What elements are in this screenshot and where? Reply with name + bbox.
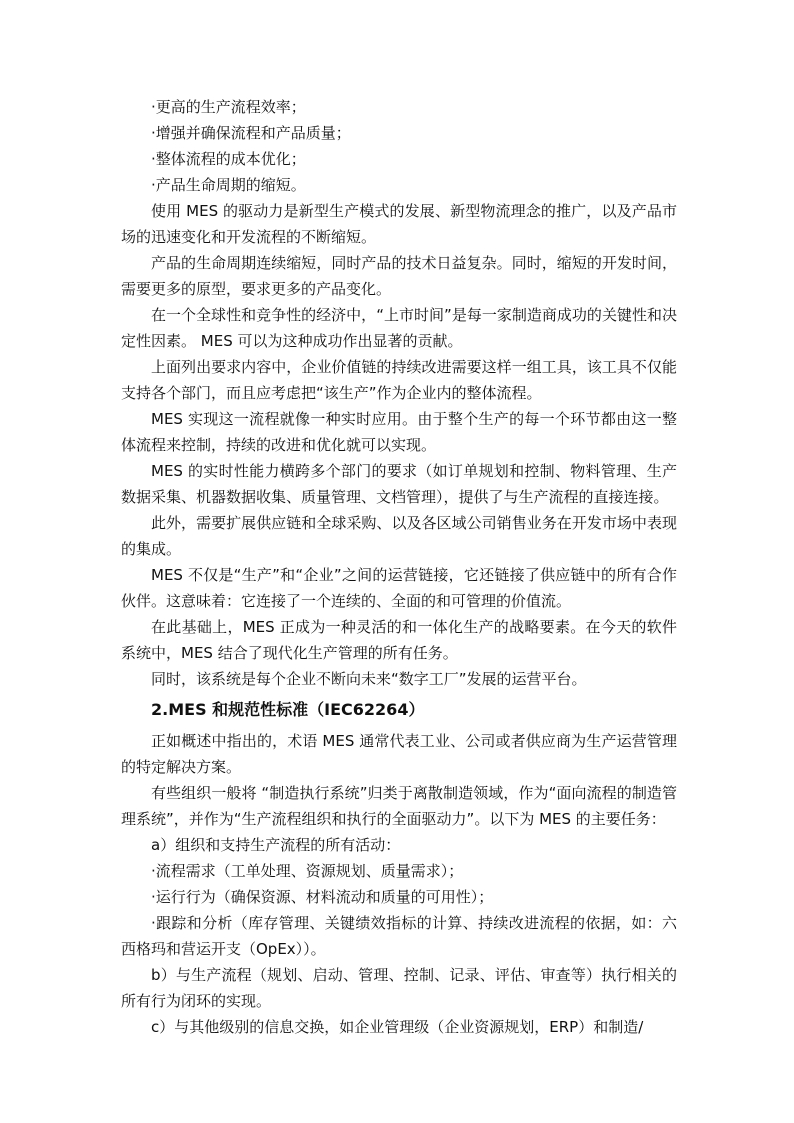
paragraph-overview: 正如概述中指出的，术语 MES 通常代表工业、公司或者供应商为生产运营管理的特定解决方案。	[121, 732, 677, 776]
paragraph-realtime: MES 实现这一流程就像一种实时应用。由于整个生产的每一个环节都由这一整体流程来控制，持续的改进和优化就可以实现。	[121, 410, 677, 454]
paragraph-drivers: 使用 MES 的驱动力是新型生产模式的发展、新型物流理念的推广，以及产品市场的迅速变化和开发流程的不断缩短。	[121, 202, 677, 246]
task-a: a）组织和支持生产流程的所有活动：	[151, 836, 401, 854]
paragraph-digital-factory: 同时，该系统是每个企业不断向未来“数字工厂”发展的运营平台。	[151, 670, 587, 688]
bullet-lifecycle: ·产品生命周期的缩短。	[151, 176, 306, 194]
paragraph-cross-department: MES 的实时性能力横跨多个部门的要求（如订单规划和控制、物料管理、生产数据采集、机器数据收集、质量管理、文档管理），提供了与生产流程的直接连接。	[121, 462, 677, 506]
section-heading: 2.MES 和规范性标准（IEC62264）	[151, 700, 425, 719]
bullet-tracking: ·跟踪和分析（库存管理、关键绩效指标的计算、持续改进流程的依据，如：六西格玛和营运开支（OpEx））。	[121, 914, 677, 958]
paragraph-value-chain: 上面列出要求内容中，企业价值链的持续改进需要这样一组工具，该工具不仅能支持各个部门，而且应考虑把“该生产”作为企业内的整体流程。	[121, 358, 677, 402]
paragraph-strategic: 在此基础上，MES 正成为一种灵活的和一体化生产的战略要素。在今天的软件系统中，MES 结合了现代化生产管理的所有任务。	[121, 618, 677, 662]
task-b: b）与生产流程（规划、启动、管理、控制、记录、评估、审查等）执行相关的所有行为闭环的实现。	[121, 966, 677, 1010]
paragraph-operational-link: MES 不仅是“生产”和“企业”之间的运营链接，它还链接了供应链中的所有合作伙伴。这意味着：它连接了一个连续的、全面的和可管理的价值流。	[121, 566, 677, 610]
bullet-operations: ·运行行为（确保资源、材料流动和质量的可用性）；	[151, 888, 494, 906]
paragraph-time-to-market: 在一个全球性和竞争性的经济中，“上市时间”是每一家制造商成功的关键性和决定性因素。 MES 可以为这种成功作出显著的贡献。	[121, 306, 677, 350]
document-page	[121, 94, 677, 1040]
paragraph-lifecycle: 产品的生命周期连续缩短，同时产品的技术日益复杂。同时，缩短的开发时间，需要更多的原型，要求更多的产品变化。	[121, 254, 677, 298]
task-c: c）与其他级别的信息交换，如企业管理级（企业资源规划，ERP）和制造/	[151, 1018, 644, 1036]
paragraph-organizations: 有些组织一般将 “制造执行系统”归类于离散制造领域，作为“面向流程的制造管理系统”，并作为“生产流程组织和执行的全面驱动力”。以下为 MES 的主要任务：	[121, 784, 677, 828]
bullet-cost: ·整体流程的成本优化；	[151, 150, 306, 168]
bullet-process-requirements: ·流程需求（工单处理、资源规划、质量需求）；	[151, 862, 464, 880]
bullet-efficiency: ·更高的生产流程效率；	[151, 98, 306, 116]
bullet-quality: ·增强并确保流程和产品质量；	[151, 124, 351, 142]
paragraph-supply-chain: 此外，需要扩展供应链和全球采购、以及各区域公司销售业务在开发市场中表现的集成。	[121, 514, 677, 558]
